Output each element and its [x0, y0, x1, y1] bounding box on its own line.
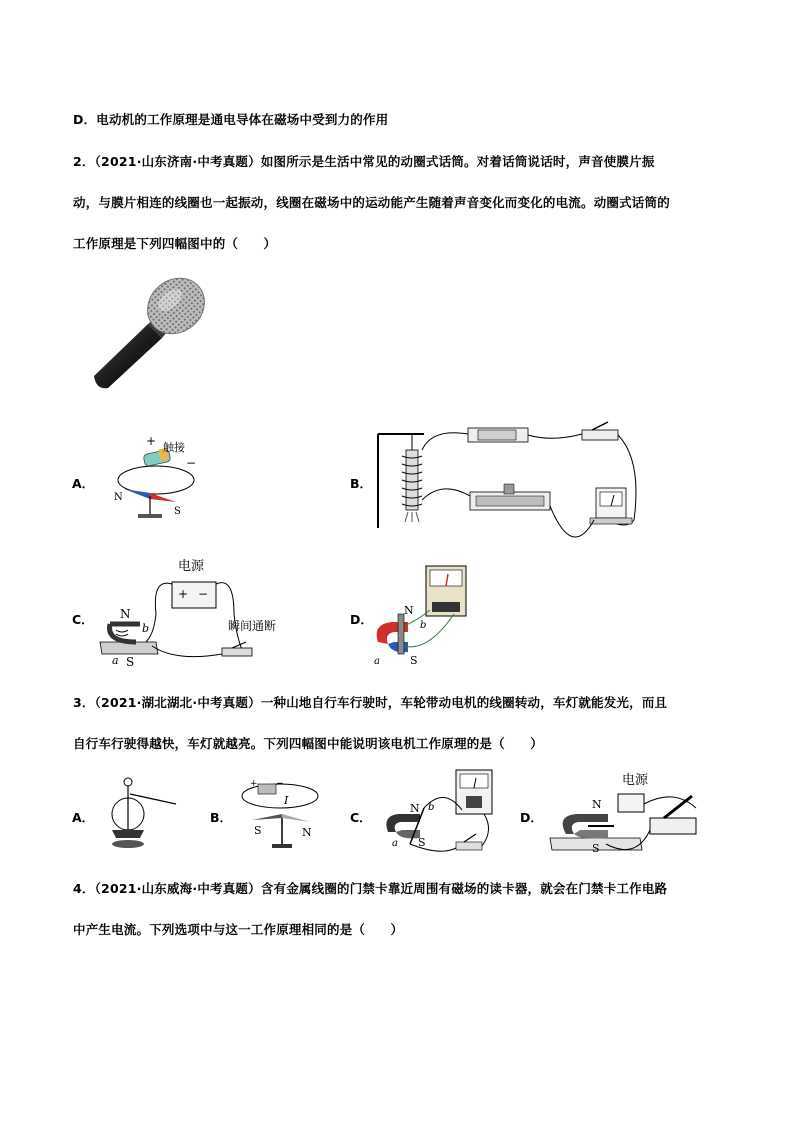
- plus-sign: +: [146, 434, 157, 448]
- q3-figure-d: [546, 768, 716, 860]
- q3-option-c-label: C．: [350, 810, 372, 825]
- q2-option-d-label: D．: [350, 612, 373, 627]
- svg-text:S: S: [592, 842, 600, 855]
- q3-figure-c: [380, 766, 500, 856]
- q2-stem-line3: 工作原理是下列四幅图中的（ ）: [73, 236, 277, 251]
- svg-text:a: a: [392, 838, 398, 849]
- momentary-label: 瞬间通断: [228, 619, 277, 633]
- svg-text:N: N: [302, 826, 312, 839]
- svg-text:S: S: [410, 654, 418, 667]
- power-label: 电源: [178, 559, 205, 574]
- svg-text:−: −: [276, 779, 284, 789]
- svg-text:b: b: [142, 622, 150, 635]
- q2-option-a-label: A．: [72, 476, 95, 491]
- s-label: S: [174, 506, 181, 517]
- q3-figure-a: [100, 772, 180, 852]
- svg-text:−: −: [198, 587, 209, 601]
- svg-text:b: b: [428, 802, 435, 813]
- svg-text:N: N: [592, 798, 602, 811]
- svg-text:a: a: [112, 654, 119, 667]
- svg-text:b: b: [420, 620, 427, 631]
- q3-option-d-label: D．: [520, 810, 543, 825]
- svg-text:I: I: [284, 794, 289, 807]
- svg-text:N: N: [404, 604, 414, 617]
- n-label: N: [114, 492, 123, 503]
- svg-text:a: a: [374, 656, 380, 667]
- q2-figure-c: [96, 554, 296, 669]
- svg-text:S: S: [418, 836, 426, 849]
- svg-text:N: N: [120, 607, 131, 621]
- q2-stem-line2: 动，与膜片相连的线圈也一起振动，线圈在磁场中的运动能产生随着声音变化而变化的电流。动圈式话筒的: [73, 195, 670, 210]
- q2-figure-a: [108, 432, 208, 527]
- q4-stem-line2: 中产生电流。下列选项中与这一工作原理相同的是（ ）: [73, 922, 404, 937]
- q3-option-b-label: B．: [210, 810, 233, 825]
- q2-option-c-label: C．: [72, 612, 94, 627]
- q3-stem-line1: 3．（2021·湖北湖北·中考真题）一种山地自行车行驶时，车轮带动电机的线圈转动，车灯就能发光，而且: [73, 695, 668, 710]
- q4-stem-line1: 4．（2021·山东威海·中考真题）含有金属线圈的门禁卡靠近周围有磁场的读卡器，就会在门禁卡工作电路: [73, 881, 668, 896]
- q2-stem-line1: 2．（2021·山东济南·中考真题）如图所示是生活中常见的动圈式话筒。对着话筒说话时，声音使膜片振: [73, 154, 655, 169]
- q1-option-d: D．电动机的工作原理是通电导体在磁场中受到力的作用: [73, 112, 389, 127]
- microphone-image: [80, 272, 210, 392]
- svg-text:电源: 电源: [622, 773, 649, 788]
- minus-sign: −: [186, 456, 197, 470]
- q2-figure-d: [368, 562, 478, 672]
- q3-option-a-label: A．: [72, 810, 95, 825]
- svg-text:S: S: [126, 655, 135, 669]
- q3-stem-line2: 自行车行驶得越快，车灯就越亮。下列四幅图中能说明该电机工作原理的是（ ）: [73, 736, 543, 751]
- svg-text:S: S: [254, 824, 262, 837]
- svg-text:+: +: [178, 587, 189, 601]
- svg-text:+: +: [250, 779, 258, 789]
- q2-figure-b: [372, 420, 652, 550]
- q3-figure-b: [232, 774, 332, 854]
- svg-text:N: N: [410, 802, 420, 815]
- q2-option-b-label: B．: [350, 476, 373, 491]
- touch-label: 触接: [163, 441, 185, 454]
